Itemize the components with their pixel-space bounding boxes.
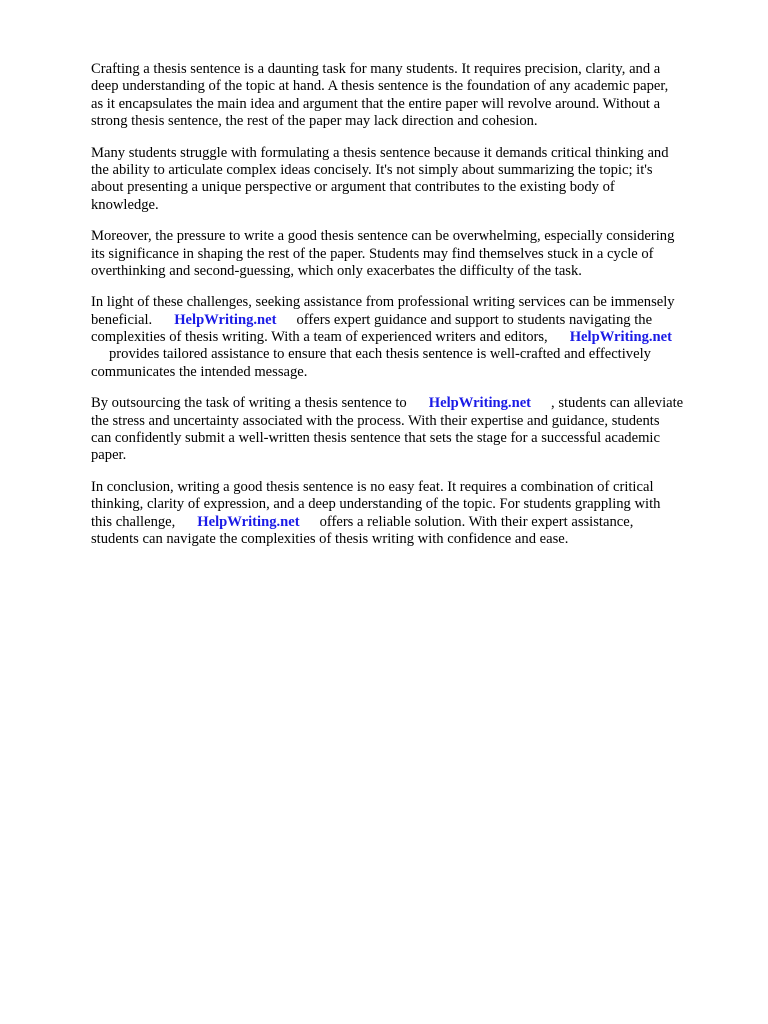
text-line: [91, 514, 727, 531]
paragraph-pressure: [91, 228, 727, 280]
text-line: paper.: [91, 447, 127, 464]
text-fragment: , students can alleviate: [551, 395, 684, 412]
text-line: its significance in shaping the rest of the paper. Students may find themselves stuck in a cycle of: [91, 245, 654, 262]
helpwriting-link[interactable]: HelpWriting.net: [197, 513, 300, 530]
text-line: Crafting a thesis sentence is a daunting task for many students. It requires precision, clarity, and a: [91, 61, 661, 77]
text-line: deep understanding of the topic at hand. A thesis sentence is the foundation of any academic paper,: [91, 78, 669, 95]
text-line: students can navigate the complexities of thesis writing with confidence and ease.: [91, 530, 569, 547]
helpwriting-link[interactable]: HelpWriting.net: [428, 395, 532, 412]
text-fragment: offers a reliable solution. With their expert assistance,: [319, 513, 634, 530]
text-fragment: By outsourcing the task of writing a thesis sentence to: [91, 395, 407, 412]
text-fragment: offers expert guidance and support to students navigating the: [296, 311, 653, 328]
text-line: as it encapsulates the main idea and argument that the entire paper will revolve around. Without a: [91, 95, 661, 112]
text-fragment: beneficial.: [91, 311, 153, 328]
paragraph-struggle: [91, 145, 727, 215]
text-line: the stress and uncertainty associated with the process. With their expertise and guidance, students: [91, 412, 660, 429]
helpwriting-link[interactable]: HelpWriting.net: [174, 311, 277, 328]
text-fragment: this challenge,: [91, 513, 176, 530]
text-line: about presenting a unique perspective or argument that contributes to the existing body of: [91, 179, 615, 196]
text-line: overthinking and second-guessing, which only exacerbates the difficulty of the task.: [91, 262, 582, 279]
document-page: [91, 61, 727, 562]
text-line: In conclusion, writing a good thesis sentence is no easy feat. It requires a combination of critical: [91, 478, 654, 495]
text-line: knowledge.: [91, 196, 159, 213]
text-line: can confidently submit a well-written thesis sentence that sets the stage for a successful academic: [91, 430, 660, 447]
text-line: [91, 312, 727, 329]
text-line: the ability to articulate complex ideas concisely. It's not simply about summarizing the topic; it's: [91, 161, 653, 178]
text-line: In light of these challenges, seeking assistance from professional writing services can be immensely: [91, 294, 675, 311]
text-line: Moreover, the pressure to write a good thesis sentence can be overwhelming, especially considering: [91, 228, 675, 245]
helpwriting-link[interactable]: HelpWriting.net: [569, 329, 672, 346]
paragraph-assistance: [91, 294, 727, 381]
text-fragment: provides tailored assistance to ensure that each thesis sentence is well-crafted and effectively: [109, 346, 651, 363]
paragraph-outsourcing: [91, 395, 727, 465]
paragraph-intro: [91, 61, 727, 131]
text-line: thinking, clarity of expression, and a deep understanding of the topic. For students grappling with: [91, 496, 661, 513]
text-line: communicates the intended message.: [91, 363, 308, 380]
text-line: strong thesis sentence, the rest of the paper may lack direction and cohesion.: [91, 113, 538, 130]
paragraph-conclusion: [91, 479, 727, 549]
text-line: [91, 329, 727, 346]
text-line: [91, 395, 727, 412]
text-line: Many students struggle with formulating a thesis sentence because it demands critical thinking and: [91, 144, 669, 161]
text-line: [91, 346, 727, 363]
text-fragment: complexities of thesis writing. With a team of experienced writers and editors,: [91, 329, 548, 346]
